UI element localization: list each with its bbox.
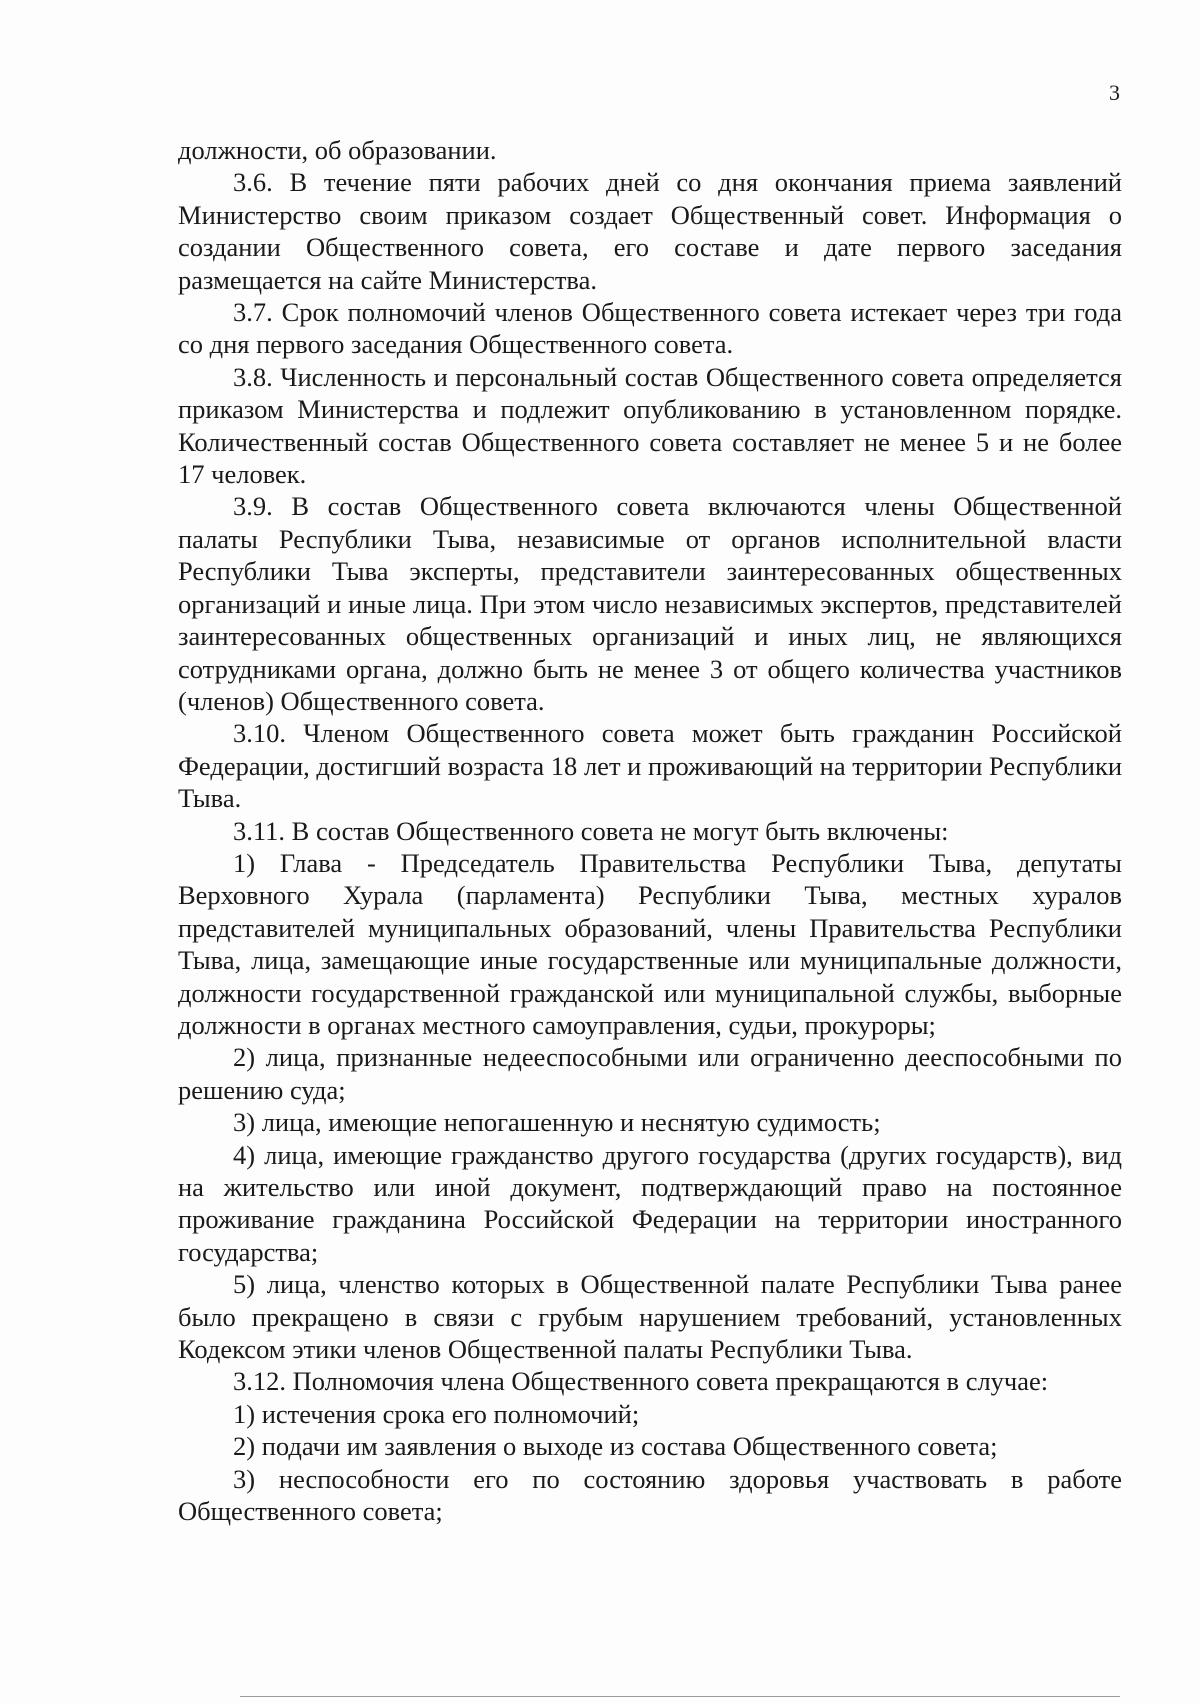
list-item-3-11-3: 3) лица, имеющие непогашенную и неснятую судимость; [233, 1107, 881, 1138]
list-item-3-12-1: 1) истечения срока его полномочий; [233, 1398, 640, 1429]
paragraph-3-11: 3.11. В состав Общественного совета не могут быть включены: [233, 815, 949, 846]
scan-bottom-rule [240, 1696, 1120, 1697]
paragraph-3-12: 3.12. Полномочия члена Общественного совета прекращаются в случае: [233, 1366, 1049, 1397]
list-item-3-11-2: 2) лица, признанные недееспособными или ограниченно дееспособными по решению суда; [178, 1042, 1122, 1105]
paragraph-3-6: 3.6. В течение пяти рабочих дней со дня окончания приема заявлений Министерство своим приказом создает Общественный совет. Информация о создании Общественного совета, его составе и дате первого заседания размещается на сайте Министерства. [178, 167, 1122, 295]
list-item-3-11-1: 1) Глава - Председатель Правительства Республики Тыва, депутаты Верховного Хурала (парламента) Республики Тыва, местных хуралов представителей муниципальных образований, члены Правительства Республики Тыва, лица, замещающие иные государственные или муниципальные должности, должности государственной гражданской или муниципальной службы, выборные должности в органах местного самоуправления, судьи, прокуроры; [178, 847, 1122, 1040]
paragraph-3-10: 3.10. Членом Общественного совета может быть гражданин Российской Федерации, достигший возраста 18 лет и проживающий на территории Республики Тыва. [178, 718, 1122, 814]
list-item-3-11-5: 5) лица, членство которых в Общественной палате Республики Тыва ранее было прекращено в связи с грубым нарушением требований, установленных Кодексом этики членов Общественной палаты Республики Тыва. [178, 1269, 1122, 1365]
paragraph-3-9: 3.9. В состав Общественного совета включаются члены Общественной палаты Республики Тыва, независимые от органов исполнительной власти Республики Тыва эксперты, представители заинтересованных общественных организаций и иные лица. При этом число независимых экспертов, представителей заинтересованных общественных организаций и иных лиц, не являющихся сотрудниками органа, должно быть не менее 3 от общего количества участников (членов) Общественного совета. [178, 491, 1122, 716]
list-item-3-11-4: 4) лица, имеющие гражданство другого государства (других государств), вид на жительство или иной документ, подтверждающий право на постоянное проживание гражданина Российской Федерации на территории иностранного государства; [178, 1139, 1122, 1267]
paragraph-continuation: должности, об образовании. [178, 135, 497, 165]
list-item-3-12-2: 2) подачи им заявления о выходе из состава Общественного совета; [233, 1431, 998, 1462]
list-item-3-12-3: 3) неспособности его по состоянию здоровья участвовать в работе Общественного совета; [178, 1463, 1122, 1527]
document-body [178, 134, 1122, 1527]
paragraph-3-7: 3.7. Срок полномочий членов Общественного совета истекает через три года со дня первого заседания Общественного совета. [178, 297, 1122, 360]
paragraph-3-8: 3.8. Численность и персональный состав Общественного совета определяется приказом Министерства и подлежит опубликованию в установленном порядке. Количественный состав Общественного совета составляет не менее 5 и не более 17 человек. [178, 361, 1122, 490]
page-number: 3 [1109, 80, 1120, 105]
